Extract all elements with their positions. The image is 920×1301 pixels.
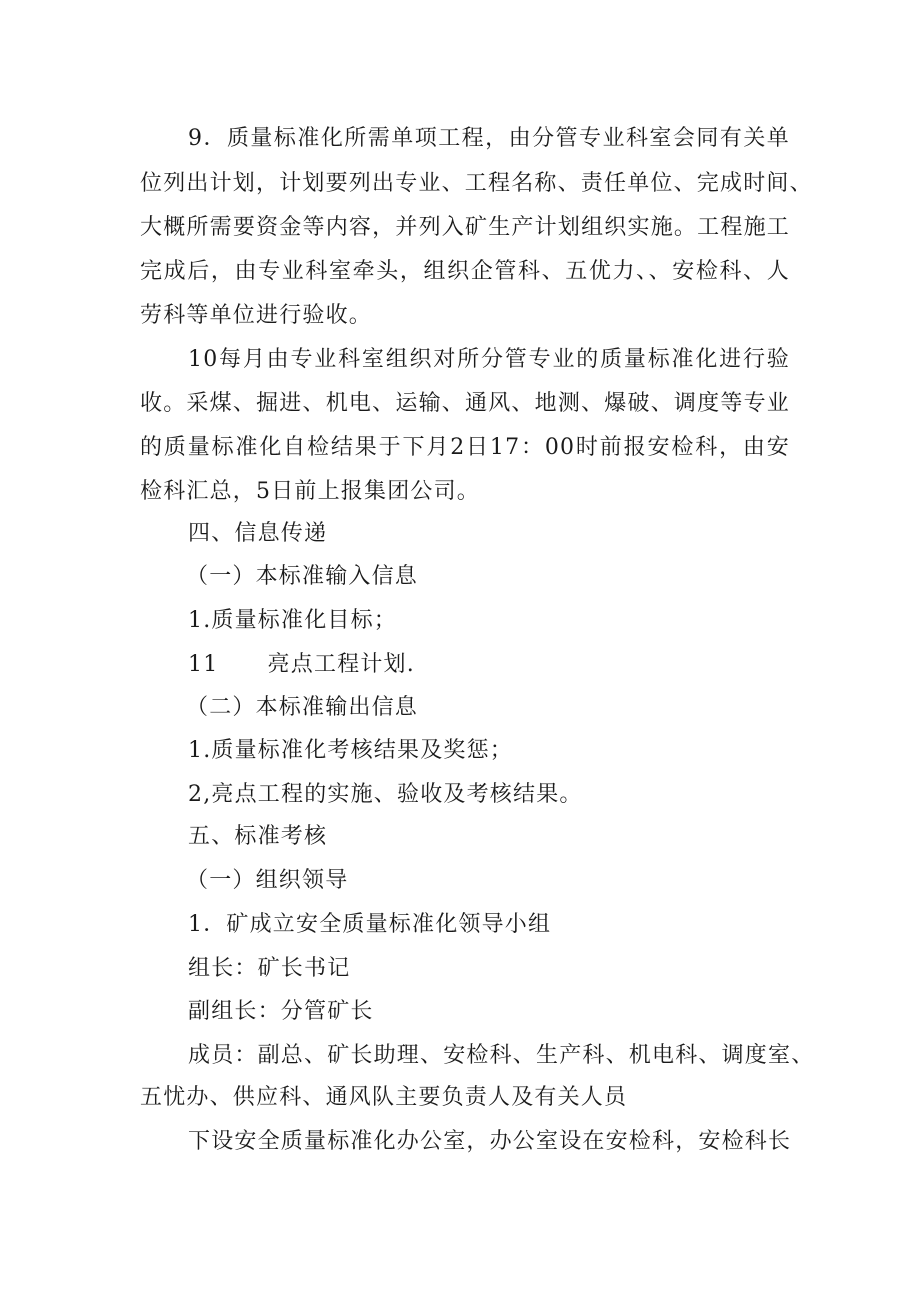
deputy-line: 副组长：分管矿长 (188, 999, 374, 1024)
section4-sub2-item-2: 2,亮点工程的实施、验收及考核结果。 (188, 782, 583, 807)
item10-line-1: 10每月由专业科室组织对所分管专业的质量标准化进行验 (188, 347, 790, 372)
section5-item-1: 1．矿成立安全质量标准化领导小组 (188, 912, 552, 937)
office-line: 下设安全质量标准化办公室，办公室设在安检科，安检科长 (188, 1129, 792, 1154)
item9-line-3: 大概所需要资金等内容，并列入矿生产计划组织实施。工程施工 (140, 215, 790, 240)
item10-line-2: 收。采煤、掘进、机电、运输、通风、地测、爆破、调度等专业 (140, 391, 790, 416)
item9-line-1: 9．质量标准化所需单项工程，由分管专业科室会同有关单 (188, 126, 790, 151)
leader-line: 组长：矿长书记 (188, 956, 351, 981)
item9-line-4: 完成后，由专业科室牵头，组织企管科、五优力、、安检科、人 (140, 259, 790, 284)
item10-line-4: 检科汇总，5日前上报集团公司。 (140, 479, 480, 504)
section5-heading: 五、标准考核 (188, 824, 328, 849)
section4-sub1-item-2: 11 亮点工程计划. (188, 652, 415, 677)
section4-sub1-heading: （一）本标准输入信息 (186, 564, 419, 589)
members-line-1: 成员：副总、矿长助理、安检科、生产科、机电科、调度室、 (188, 1043, 815, 1068)
section4-sub1-item-1: 1.质量标准化目标； (188, 608, 397, 633)
section5-sub1-heading: （一）组织领导 (186, 868, 349, 893)
section4-sub2-item-1: 1.质量标准化考核结果及奖惩； (188, 738, 513, 763)
section4-heading: 四、信息传递 (188, 521, 328, 546)
item9-line-5: 劳科等单位进行验收。 (140, 303, 373, 328)
item10-line-3: 的质量标准化自检结果于下月2日17：00时前报安检科，由安 (140, 435, 790, 460)
item9-line-2: 位列出计划，计划要列出专业、工程名称、责任单位、完成时间、 (140, 171, 813, 196)
members-line-2: 五忧办、供应科、通风队主要负责人及有关人员 (140, 1085, 628, 1110)
section4-sub2-heading: （二）本标准输出信息 (186, 695, 419, 720)
